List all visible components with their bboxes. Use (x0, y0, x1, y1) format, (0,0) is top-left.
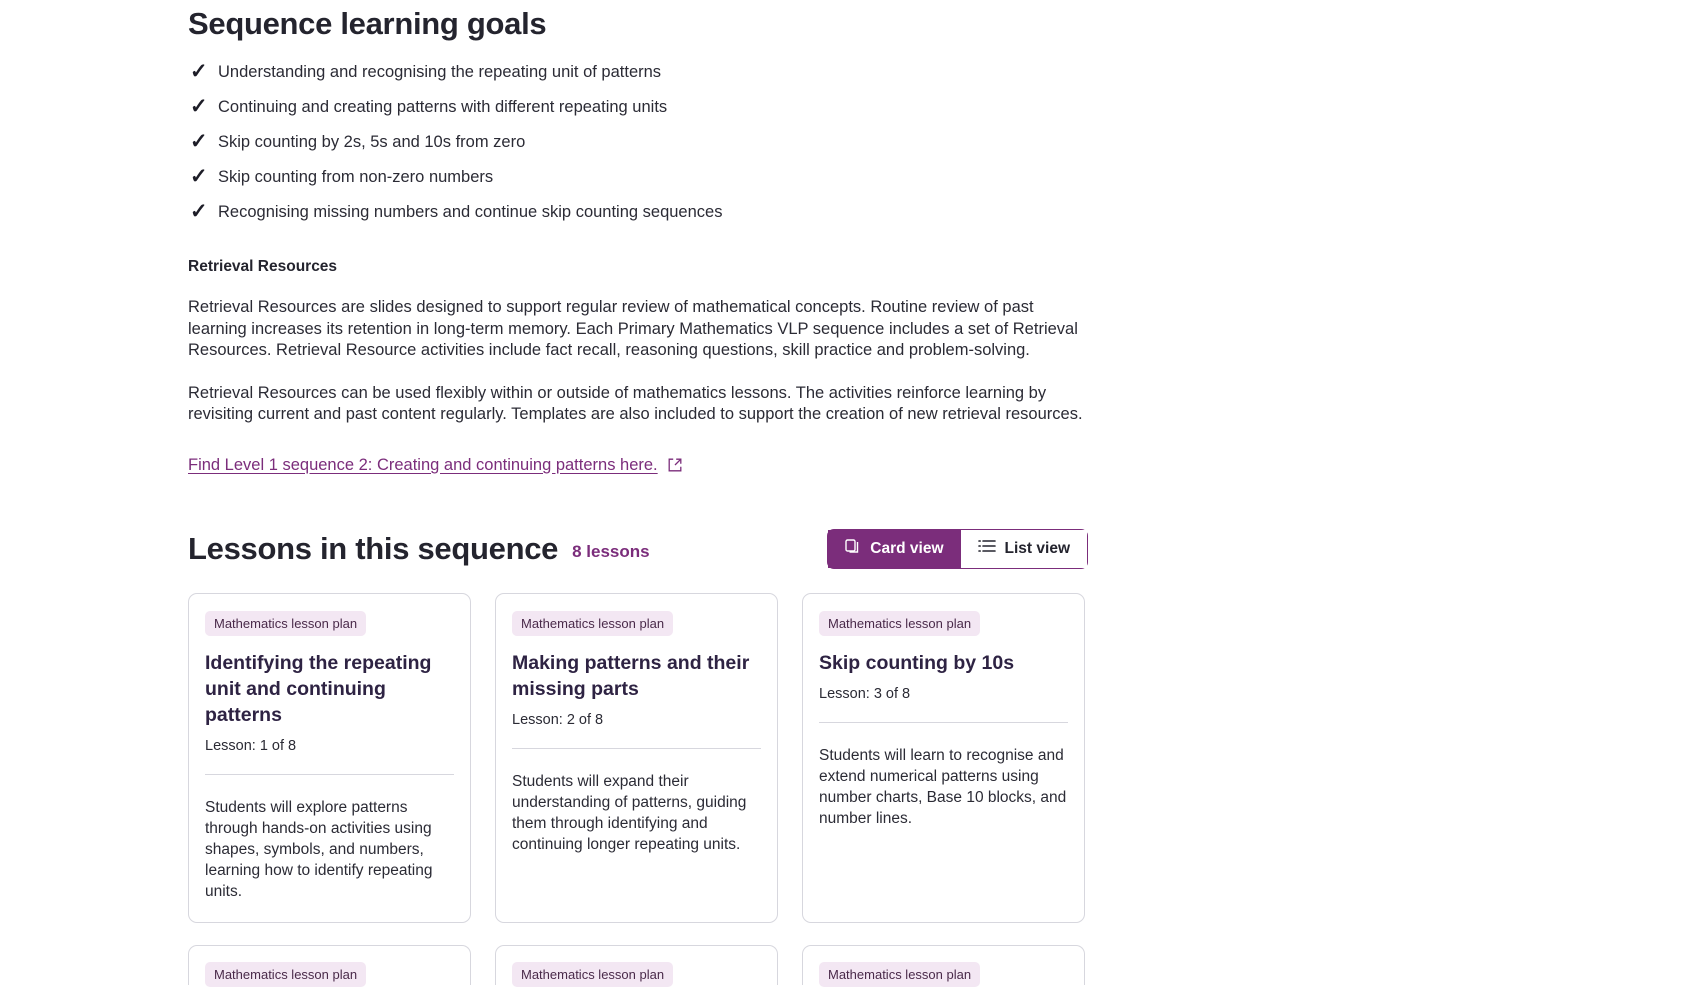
main-content (188, 0, 1388, 985)
list-item (188, 132, 1388, 152)
check-icon: ✓ (190, 165, 208, 188)
lesson-card-description: Students will explore patterns through hands-on activities using shapes, symbols, and numbers, learning how to identify repeating units. (205, 798, 433, 900)
list-item (188, 167, 1388, 187)
check-icon: ✓ (190, 130, 208, 153)
status-badge: Mathematics lesson plan (205, 611, 366, 636)
lesson-card[interactable] (802, 945, 1085, 985)
lessons-header (188, 529, 1088, 569)
view-toggle-group[interactable] (827, 529, 1088, 569)
sequence-link-row (188, 456, 1388, 477)
lesson-card[interactable] (188, 593, 471, 923)
card-view-label: Card view (870, 539, 944, 557)
status-badge: Mathematics lesson plan (512, 611, 673, 636)
lesson-card[interactable] (188, 945, 471, 985)
lesson-card-meta: Lesson: 3 of 8 (819, 685, 911, 702)
divider (512, 748, 761, 749)
list-view-button[interactable] (961, 530, 1087, 568)
status-badge: Mathematics lesson plan (205, 962, 366, 987)
status-badge: Mathematics lesson plan (512, 962, 673, 987)
check-icon: ✓ (190, 200, 208, 223)
status-badge: Mathematics lesson plan (819, 611, 980, 636)
list-item (188, 62, 1388, 82)
retrieval-paragraph-1: Retrieval Resources are slides designed to support regular review of mathematical concepts. Routine review of past learning increases its retention in long-term memory. Each Primary Mathematics VLP sequence includes a set of Retrieval Resources. Retrieval Resource activities include fact recall, reasoning questions, skill practice and problem-solving. (188, 298, 1078, 359)
list-item (188, 202, 1388, 222)
lesson-count-label: 8 lessons (572, 541, 650, 561)
lesson-card-title: Skip counting by 10s (819, 651, 1015, 674)
divider (819, 722, 1068, 723)
lesson-card-title: Making patterns and their missing parts (512, 651, 750, 700)
check-icon: ✓ (190, 60, 208, 83)
sequence-learning-goals-title: Sequence learning goals (188, 6, 547, 41)
external-link-icon (668, 458, 682, 477)
lesson-card-description: Students will expand their understanding of patterns, guiding them through identifying and continuing longer repeating units. (512, 772, 747, 853)
lessons-in-sequence-title: Lessons in this sequence (188, 530, 559, 566)
goal-text: Skip counting by 2s, 5s and 10s from zero (218, 133, 526, 151)
lesson-card[interactable] (495, 945, 778, 985)
card-view-button[interactable] (828, 530, 960, 568)
goal-text: Understanding and recognising the repeating unit of patterns (218, 63, 662, 81)
cards-icon (845, 538, 861, 559)
lesson-card[interactable] (495, 593, 778, 923)
lesson-card-title: Identifying the repeating unit and continuing patterns (205, 651, 432, 726)
lesson-card-description: Students will learn to recognise and extend numerical patterns using number charts, Base 10 blocks, and number lines. (819, 746, 1067, 827)
status-badge: Mathematics lesson plan (819, 962, 980, 987)
list-view-label: List view (1004, 539, 1070, 557)
sequence-external-link[interactable]: Find Level 1 sequence 2: Creating and continuing patterns here. (188, 455, 658, 474)
divider (205, 774, 454, 775)
goal-text: Continuing and creating patterns with different repeating units (218, 98, 668, 116)
lesson-card[interactable] (802, 593, 1085, 923)
retrieval-paragraph-2: Retrieval Resources can be used flexibly within or outside of mathematics lessons. The activities reinforce learning by revisiting current and past content regularly. Templates are also included to support the creation of new retrieval resources. (188, 383, 1083, 423)
list-icon (978, 539, 996, 558)
lesson-cards-row-next (188, 945, 1388, 985)
retrieval-resources-heading: Retrieval Resources (188, 258, 338, 275)
learning-goals-list (188, 62, 1388, 222)
goal-text: Skip counting from non-zero numbers (218, 168, 494, 186)
check-icon: ✓ (190, 95, 208, 118)
goal-text: Recognising missing numbers and continue skip counting sequences (218, 203, 723, 221)
lesson-cards-row (188, 593, 1388, 923)
list-item (188, 97, 1388, 117)
lesson-card-meta: Lesson: 2 of 8 (512, 711, 604, 728)
lesson-card-meta: Lesson: 1 of 8 (205, 737, 297, 754)
